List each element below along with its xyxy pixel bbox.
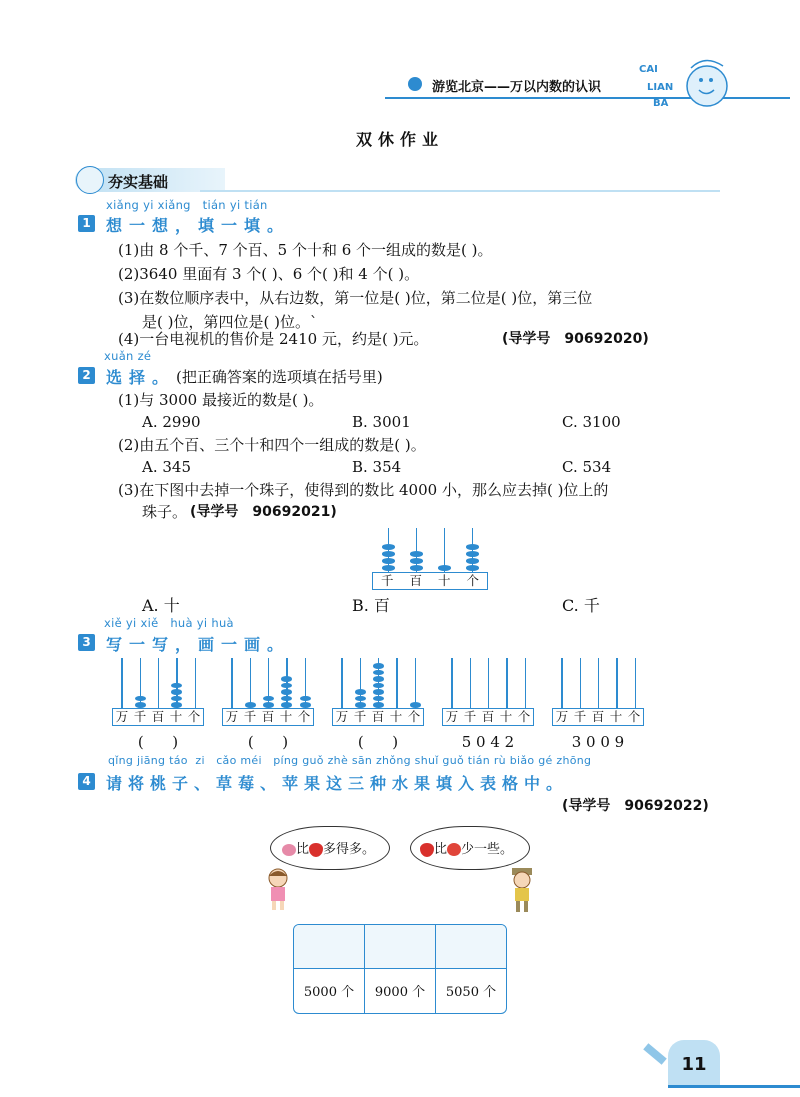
q3-abacus <box>442 658 534 758</box>
q1-number: 1 <box>78 215 95 232</box>
q3-answer[interactable]: 5 0 4 2 <box>461 733 515 751</box>
abacus-rod <box>451 658 452 710</box>
girl-illustration <box>260 866 296 912</box>
abacus-bead <box>281 696 292 702</box>
abacus-bead <box>171 689 182 695</box>
abacus-label: 个 <box>517 709 531 724</box>
abacus-bead <box>466 544 479 550</box>
abacus-bead <box>382 544 395 550</box>
abacus-bead <box>171 683 182 689</box>
abacus-rod <box>506 658 507 710</box>
abacus-label: 百 <box>481 709 495 724</box>
q3-answer[interactable]: ( ) <box>247 733 289 751</box>
abacus-label: 万 <box>555 709 569 724</box>
pencil-icon <box>643 1043 667 1065</box>
q2-sub1-option-a[interactable]: A. 2990 <box>142 413 201 431</box>
q1-pinyin: xiǎng yi xiǎng tián yi tián <box>106 198 268 212</box>
abacus-base <box>112 708 204 726</box>
q3-number: 3 <box>78 634 95 651</box>
abacus-bead <box>382 565 395 571</box>
abacus-bead <box>466 565 479 571</box>
q3-answer[interactable]: 3 0 0 9 <box>571 733 625 751</box>
abacus-label: 万 <box>445 709 459 724</box>
abacus-rod <box>635 658 636 710</box>
q3-abacus <box>222 658 314 758</box>
abacus-label: 万 <box>335 709 349 724</box>
abacus-bead <box>466 558 479 564</box>
abacus-rod <box>561 658 562 710</box>
abacus-rod <box>341 658 342 710</box>
abacus-bead <box>171 696 182 702</box>
abacus-bead <box>300 702 311 708</box>
abacus-label: 千 <box>463 709 477 724</box>
abacus-bead <box>171 702 182 708</box>
page-title: 双休作业 <box>355 130 444 149</box>
abacus-label: 个 <box>407 709 421 724</box>
q3-answer[interactable]: ( ) <box>357 733 399 751</box>
abacus-label: 个 <box>187 709 201 724</box>
abacus-label: 百 <box>371 709 385 724</box>
logo <box>625 48 735 118</box>
abacus-rod <box>396 658 397 710</box>
abacus-bead <box>281 702 292 708</box>
abacus-bead <box>382 551 395 557</box>
q2-number: 2 <box>78 367 95 384</box>
peach-icon <box>282 844 296 856</box>
abacus-label: 个 <box>466 573 479 588</box>
q3-pinyin: xiě yi xiě huà yi huà <box>104 616 234 630</box>
abacus-bead <box>373 696 384 702</box>
q2-abacus <box>372 528 490 594</box>
abacus-bead <box>410 565 423 571</box>
abacus-label: 万 <box>115 709 129 724</box>
q4-pinyin: qǐng jiāng táo zi cǎo méi píng guǒ zhè sān zhǒng shuǐ guǒ tián rù biǎo gé zhōng <box>108 754 592 767</box>
abacus-label: 百 <box>151 709 165 724</box>
q3-title: 写一写，画一画。 <box>106 635 291 654</box>
boy-illustration <box>504 866 540 914</box>
strawberry-icon <box>309 843 323 857</box>
q2-sub3-option-b[interactable]: B. 百 <box>352 596 390 615</box>
abacus-bead <box>438 565 451 571</box>
q4-number: 4 <box>78 773 95 790</box>
abacus-label: 千 <box>573 709 587 724</box>
svg-text:BA: BA <box>653 98 669 109</box>
svg-text:LIAN: LIAN <box>647 82 674 93</box>
abacus-bead <box>373 663 384 669</box>
bubble-girl-text1: 比 <box>296 842 310 857</box>
abacus-rod <box>470 658 471 710</box>
q1-item-1: (1)由 8 个千、7 个百、5 个十和 6 个一组成的数是( )。 <box>118 241 493 259</box>
fruit-cell-blank[interactable] <box>364 925 435 968</box>
page-number: 11 <box>681 1054 707 1075</box>
abacus-bead <box>373 702 384 708</box>
fruit-table <box>293 924 507 1014</box>
abacus-bead <box>135 696 146 702</box>
abacus-rod <box>195 658 196 710</box>
abacus-rod <box>525 658 526 710</box>
bubble-boy-text1: 比 <box>434 842 448 857</box>
abacus-label: 个 <box>297 709 311 724</box>
q3-abacus <box>332 658 424 758</box>
q1-item-4: (4)一台电视机的售价是 2410 元，约是( )元。 <box>118 330 429 348</box>
abacus-bead <box>135 702 146 708</box>
abacus-label: 十 <box>437 573 451 588</box>
abacus-label: 十 <box>169 709 183 724</box>
q1-item-3: (3)在数位顺序表中，从右边数，第一位是( )位，第二位是( )位，第三位 <box>118 289 593 307</box>
abacus-bead <box>373 676 384 682</box>
abacus-label: 千 <box>353 709 367 724</box>
q1-item-2: (2)3640 里面有 3 个( )、6 个( )和 4 个( )。 <box>118 265 420 283</box>
abacus-base <box>332 708 424 726</box>
q4-ref: (导学号 90692022) <box>562 798 709 814</box>
abacus-bead <box>410 551 423 557</box>
chapter-title: 游览北京——万以内数的认识 <box>432 80 602 95</box>
abacus-rod <box>488 658 489 710</box>
abacus-bead <box>466 551 479 557</box>
q2-sub3-stem-cont: 珠子。 <box>142 503 188 521</box>
abacus-base <box>222 708 314 726</box>
q2-instruction: (把正确答案的选项填在括号里) <box>176 368 383 386</box>
abacus-bead <box>245 702 256 708</box>
abacus-label: 千 <box>133 709 147 724</box>
abacus-bead <box>281 676 292 682</box>
fruit-count-cell: 5000 个 <box>294 968 364 1013</box>
q2-sub2-stem: (2)由五个百、三个十和四个一组成的数是( )。 <box>118 436 426 454</box>
abacus-bead <box>263 696 274 702</box>
section-underline <box>200 190 720 192</box>
abacus-rod <box>598 658 599 710</box>
abacus-label: 千 <box>243 709 257 724</box>
abacus-bead <box>355 702 366 708</box>
abacus-rod <box>580 658 581 710</box>
bubble-boy-text2: 少一些。 <box>461 842 514 857</box>
q3-abacus <box>112 658 204 758</box>
q2-sub1-stem: (1)与 3000 最接近的数是( )。 <box>118 391 324 409</box>
q2-sub1-option-b[interactable]: B. 3001 <box>352 413 411 431</box>
abacus-bead <box>373 683 384 689</box>
logo-globe-icon <box>625 48 735 118</box>
abacus-label: 百 <box>409 573 422 588</box>
q3-answer[interactable]: ( ) <box>137 733 179 751</box>
abacus-label: 百 <box>261 709 275 724</box>
q2-pinyin: xuǎn zé <box>104 349 152 363</box>
apple-icon <box>447 843 461 856</box>
abacus-label: 千 <box>380 573 394 588</box>
abacus-bead <box>281 689 292 695</box>
abacus-bead <box>410 558 423 564</box>
fruit-count-cell: 5050 个 <box>435 968 506 1013</box>
q3-abacus-row <box>112 658 672 758</box>
fruit-count-cell: 9000 个 <box>364 968 435 1013</box>
abacus-bead <box>263 702 274 708</box>
bubble-boy-content <box>420 838 513 857</box>
section-label: 夯实基础 <box>108 173 169 191</box>
abacus-bead <box>373 670 384 676</box>
q2-sub1-option-c[interactable]: C. 3100 <box>562 413 621 431</box>
header-bullet-icon <box>408 77 422 91</box>
q2-sub3-option-c[interactable]: C. 千 <box>562 596 600 615</box>
abacus-label: 十 <box>499 709 513 724</box>
abacus-base <box>552 708 644 726</box>
q2-sub2-option-b[interactable]: B. 354 <box>352 458 402 476</box>
bubble-girl-content <box>282 838 375 857</box>
abacus-rod <box>158 658 159 710</box>
abacus-bead <box>382 558 395 564</box>
q2-title: 选择。 <box>106 368 176 387</box>
q1-title: 想一想，填一填。 <box>106 216 291 235</box>
q2-sub3-option-a[interactable]: A. 十 <box>142 596 180 615</box>
abacus-base <box>372 572 488 590</box>
abacus-bead <box>355 689 366 695</box>
bubble-girl-text2: 多得多。 <box>323 842 376 857</box>
q1-item-3-cont: 是( )位，第四位是( )位。` <box>142 313 318 331</box>
strawberry-icon <box>420 843 434 857</box>
footer-line <box>668 1085 800 1088</box>
svg-text:CAI: CAI <box>639 64 658 75</box>
abacus-bead <box>373 689 384 695</box>
q4-title: 请将桃子、草莓、苹果这三种水果填入表格中。 <box>106 774 569 793</box>
abacus-label: 个 <box>627 709 641 724</box>
abacus-rod <box>121 658 122 710</box>
abacus-bead <box>281 683 292 689</box>
abacus-label: 万 <box>225 709 239 724</box>
abacus-rod <box>231 658 232 710</box>
fruit-cell-blank[interactable] <box>294 925 364 968</box>
abacus-bead <box>355 696 366 702</box>
abacus-bead <box>300 696 311 702</box>
abacus-rod <box>616 658 617 710</box>
abacus-base <box>442 708 534 726</box>
q3-abacus <box>552 658 644 758</box>
abacus-bead <box>410 702 421 708</box>
abacus-label: 十 <box>609 709 623 724</box>
abacus-label: 百 <box>591 709 605 724</box>
q2-sub2-option-a[interactable]: A. 345 <box>142 458 191 476</box>
q2-sub2-option-c[interactable]: C. 534 <box>562 458 612 476</box>
fruit-cell-blank[interactable] <box>435 925 506 968</box>
q2-sub3-ref: (导学号 90692021) <box>190 504 337 520</box>
section-mascot-icon <box>76 166 104 194</box>
abacus-label: 十 <box>279 709 293 724</box>
abacus-label: 十 <box>389 709 403 724</box>
q1-ref: (导学号 90692020) <box>502 331 649 347</box>
q2-sub3-stem: (3)在下图中去掉一个珠子，使得到的数比 4000 小，那么应去掉( )位上的 <box>118 481 609 499</box>
